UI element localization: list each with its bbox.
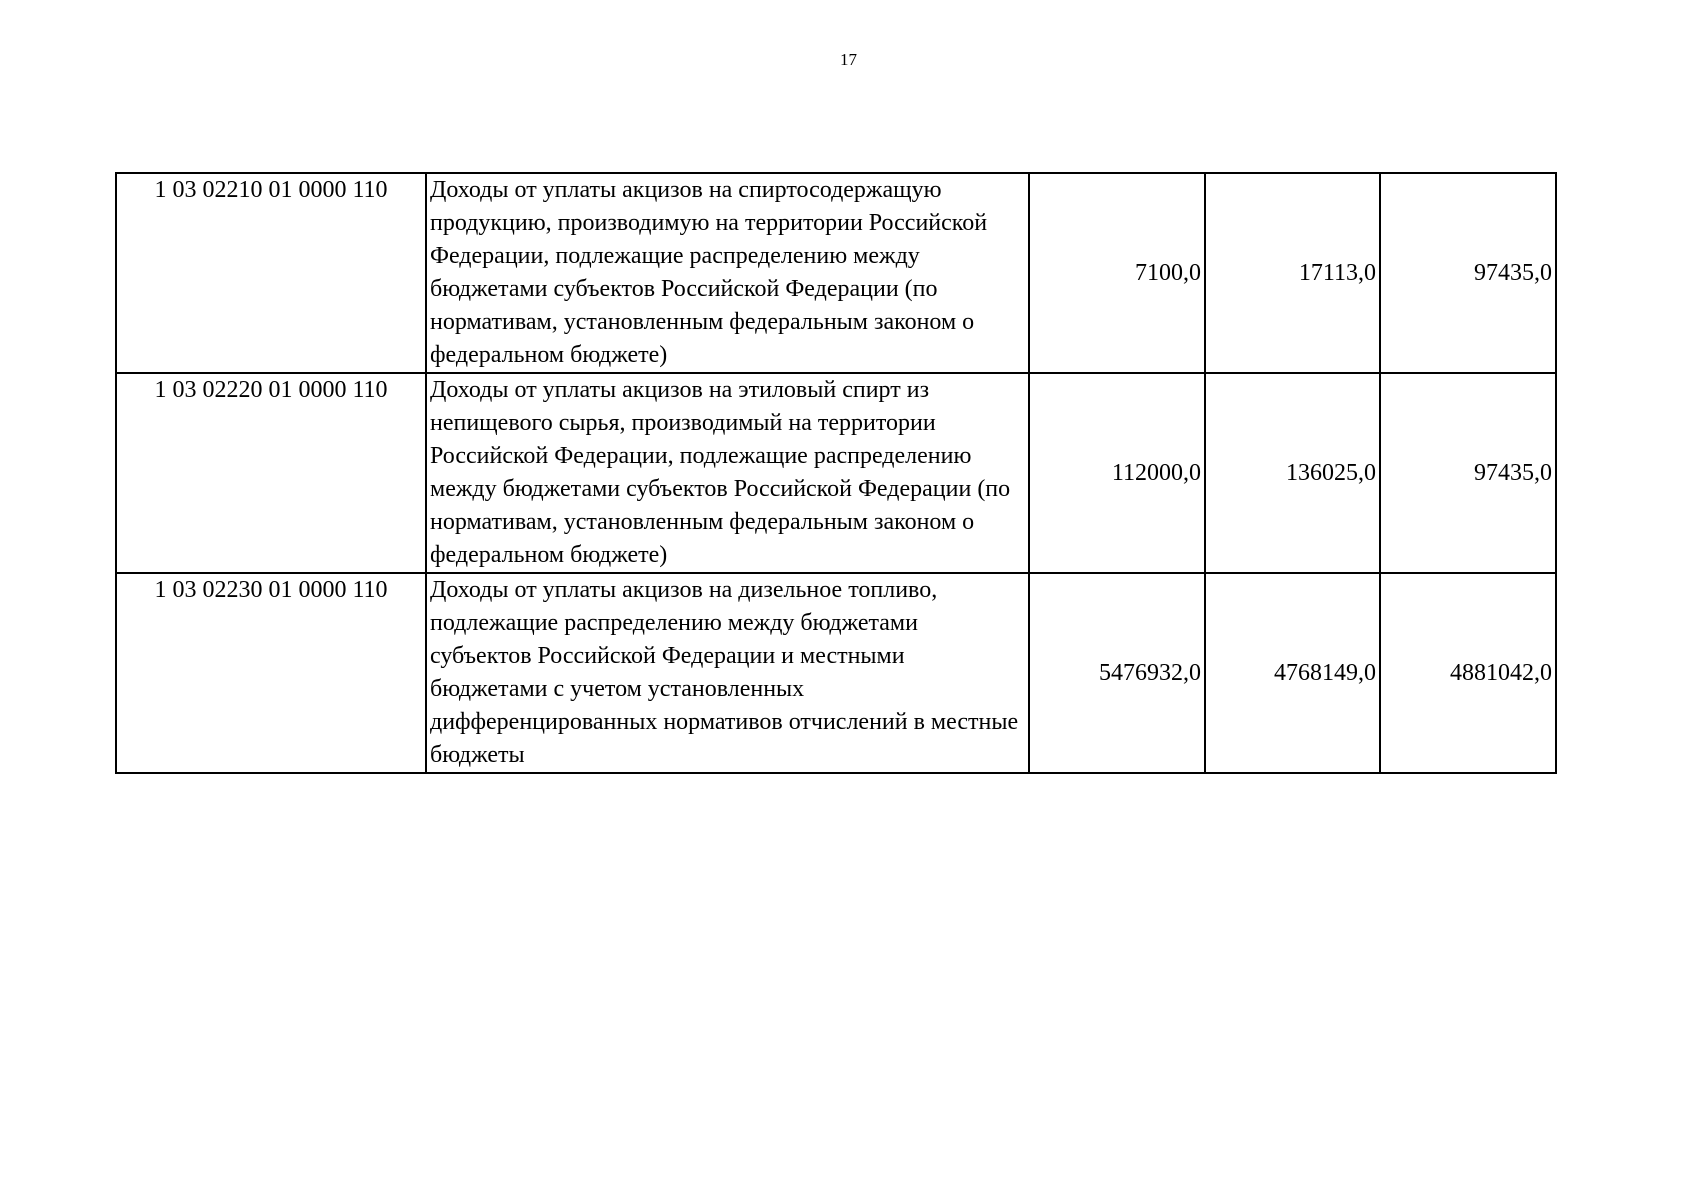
- value-cell-year-3: 97435,0: [1380, 173, 1556, 373]
- value-cell-year-2: 4768149,0: [1205, 573, 1380, 773]
- value-cell-year-3: 4881042,0: [1380, 573, 1556, 773]
- value-cell-year-3: 97435,0: [1380, 373, 1556, 573]
- table-row: [116, 373, 1556, 573]
- table-row: [116, 173, 1556, 373]
- revenue-table: [115, 172, 1557, 774]
- value-cell-year-2: 17113,0: [1205, 173, 1380, 373]
- value-cell-year-1: 112000,0: [1029, 373, 1205, 573]
- description-cell: Доходы от уплаты акцизов на дизельное топливо, подлежащие распределению между бюджетами субъектов Российской Федерации и местными бюджетами с учетом установленных дифференцированных нормативов отчислений в местные бюджеты: [426, 573, 1029, 773]
- budget-code-cell: 1 03 02220 01 0000 110: [116, 373, 426, 573]
- budget-code-cell: 1 03 02230 01 0000 110: [116, 573, 426, 773]
- budget-code-cell: 1 03 02210 01 0000 110: [116, 173, 426, 373]
- page-number: 17: [840, 50, 857, 69]
- value-cell-year-1: 7100,0: [1029, 173, 1205, 373]
- value-cell-year-1: 5476932,0: [1029, 573, 1205, 773]
- table-row: [116, 573, 1556, 773]
- value-cell-year-2: 136025,0: [1205, 373, 1380, 573]
- description-cell: Доходы от уплаты акцизов на спиртосодержащую продукцию, производимую на территории Российской Федерации, подлежащие распределению между бюджетами субъектов Российской Федерации (по нормативам, установленным федеральным законом о федеральном бюджете): [426, 173, 1029, 373]
- description-cell: Доходы от уплаты акцизов на этиловый спирт из непищевого сырья, производимый на территории Российской Федерации, подлежащие распределению между бюджетами субъектов Российской Федерации (по нормативам, установленным федеральным законом о федеральном бюджете): [426, 373, 1029, 573]
